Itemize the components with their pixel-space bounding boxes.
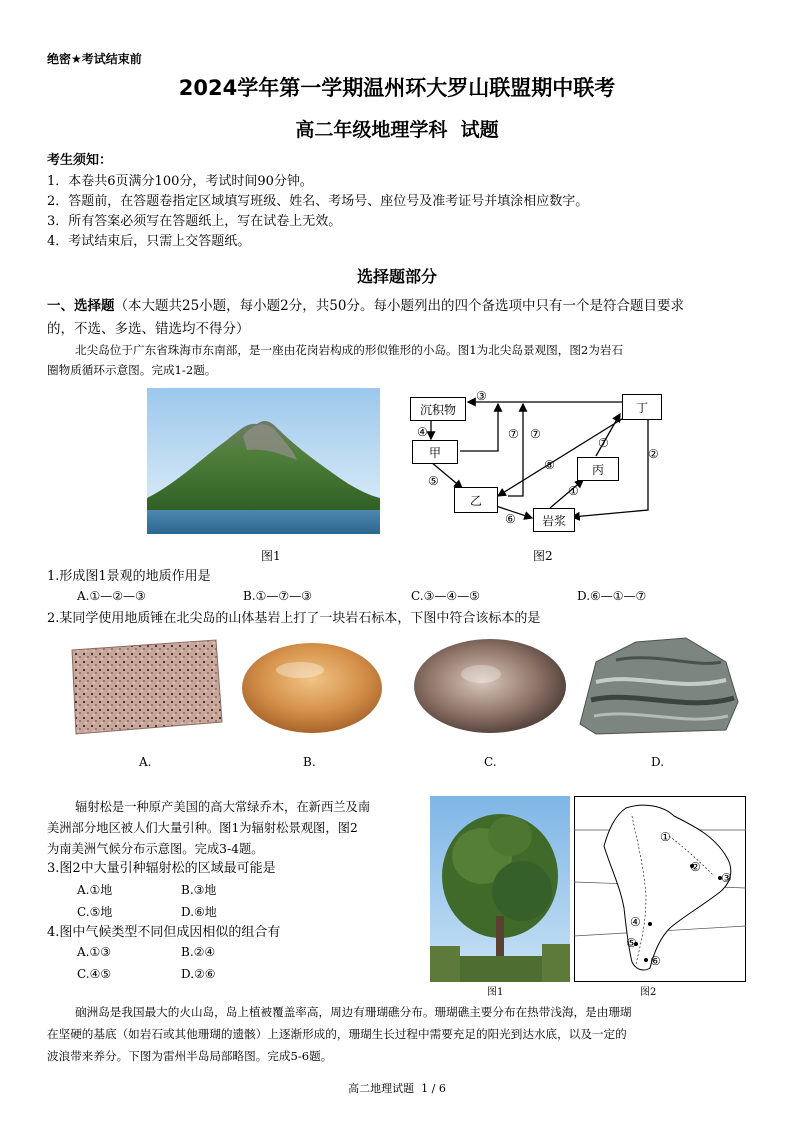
q2-option-a[interactable]: A. [139,755,152,769]
map-label-3: ③ [721,871,732,885]
q2-stem: 2.某同学使用地质锤在北尖岛的山体基岩上打了一块岩石标本，下图中符合该标本的是 [47,611,541,626]
passage3-line1: 硇洲岛是我国最大的火山岛，岛上植被覆盖率高，周边有珊瑚礁分布。珊瑚礁主要分布在热带浅海，是由珊瑚 [75,1005,632,1019]
q1-stem: 1.形成图1景观的地质作用是 [47,569,211,584]
notice-heading: 考生须知： [47,153,113,168]
passage1-line2: 圈物质循环示意图。完成1-2题。 [47,363,217,377]
section-title: 选择题部分 [356,267,437,286]
arrow-label-7c: ⑦ [598,436,609,450]
arrow-label-3: ③ [476,389,487,403]
figure1-caption: 图1 [261,549,281,563]
notice-item: 3．所有答案必须写在答题纸上，写在试卷上无效。 [47,214,342,229]
notice-item: 1．本卷共6页满分100分，考试时间90分钟。 [47,174,313,189]
page-footer: 高二地理试题 1 / 6 [348,1082,446,1095]
passage2-line1: 辐射松是一种原产美国的高大常绿乔木，在新西兰及南 [75,800,371,814]
section-intro [47,294,684,314]
arrow-label-6: ⑥ [505,512,516,526]
map-label-5: ⑤ [626,936,637,950]
arrow-label-8: ⑧ [544,458,555,472]
q4-option-d[interactable]: D.②⑥ [181,967,216,981]
node-yi: 乙 [454,487,498,513]
rock-specimen-d[interactable] [576,632,742,736]
arrow-label-5: ⑤ [428,474,439,488]
q2-option-c[interactable]: C. [484,755,497,769]
exam-title: 2024学年第一学期温州环大罗山联盟期中联考 [178,76,616,100]
exam-subtitle: 高二年级地理学科 试题 [295,119,499,141]
node-sediment: 沉积物 [410,397,466,421]
rock-specimen-b[interactable] [238,640,386,736]
q3-option-a[interactable]: A.①地 [77,883,113,897]
rock-specimen-a[interactable] [66,636,224,736]
q2-option-d[interactable]: D. [651,755,665,769]
arrow-label-7b: ⑦ [530,427,541,441]
q4-option-c[interactable]: C.④⑤ [77,967,112,981]
figure2-caption: 图2 [533,549,553,563]
section-intro-text: （本大题共25小题，每小题2分，共50分。每小题列出的四个备选项中只有一个是符合题目要求 [114,298,684,314]
notice-item: 4．考试结束后，只需上交答题纸。 [47,234,251,249]
arrow-label-2: ② [648,447,659,461]
q1-option-c[interactable]: C.③—④—⑤ [411,589,480,603]
q4-option-b[interactable]: B.②④ [181,945,216,959]
node-jia: 甲 [412,440,458,464]
figure3-caption1: 图1 [487,987,504,998]
map-label-6: ⑥ [650,954,661,968]
arrow-label-4: ④ [417,425,428,439]
map-label-1: ① [660,830,671,844]
arrow-label-1: ① [568,484,579,498]
q4-option-a[interactable]: A.①③ [77,945,111,959]
q3-option-d[interactable]: D.⑥地 [181,905,217,919]
passage3-line3: 波浪带来养分。下图为雷州半岛局部略图。完成5-6题。 [47,1049,333,1063]
map-label-2: ② [690,860,701,874]
q4-stem: 4.图中气候类型不同但成因相似的组合有 [47,925,281,940]
q1-option-b[interactable]: B.①—⑦—③ [243,589,312,603]
figure3-caption2: 图2 [640,987,657,998]
q1-option-d[interactable]: D.⑥—①—⑦ [577,589,647,603]
radiata-pine-photo [430,796,570,982]
q2-option-b[interactable]: B. [303,755,316,769]
node-ding: 丁 [622,394,662,420]
q3-stem: 3.图2中大量引种辐射松的区域最可能是 [47,861,276,876]
section-intro-label: 一、选择题 [47,298,115,314]
passage2-line3: 为南美洲气候分布示意图。完成3-4题。 [47,842,264,856]
map-label-4: ④ [630,915,641,929]
q1-option-a[interactable]: A.①—②—③ [77,589,146,603]
q3-option-c[interactable]: C.⑤地 [77,905,113,919]
q3-option-b[interactable]: B.③地 [181,883,217,897]
rock-specimen-c[interactable] [411,636,569,736]
passage1-line1: 北尖岛位于广东省珠海市东南部，是一座由花岗岩构成的形似锥形的小岛。图1为北尖岛景观图，图2为岩石 [75,343,624,357]
arrow-label-7a: ⑦ [508,427,519,441]
notice-item: 2．答题前，在答题卷指定区域填写班级、姓名、考场号、座位号及准考证号并填涂相应数字。 [47,194,589,209]
node-bing: 丙 [577,457,619,481]
passage3-line2: 在坚硬的基底（如岩石或其他珊瑚的遗骸）上逐渐形成的，珊瑚生长过程中需要充足的阳光到达水底，以及一定的 [47,1027,627,1041]
secret-mark: 绝密★考试结束前 [47,52,142,66]
island-photo [147,388,380,534]
node-magma: 岩浆 [533,508,575,532]
section-intro-line2: 的，不选、多选、错选均不得分） [47,321,250,337]
passage2-line2: 美洲部分地区被人们大量引种。图1为辐射松景观图，图2 [47,821,358,835]
